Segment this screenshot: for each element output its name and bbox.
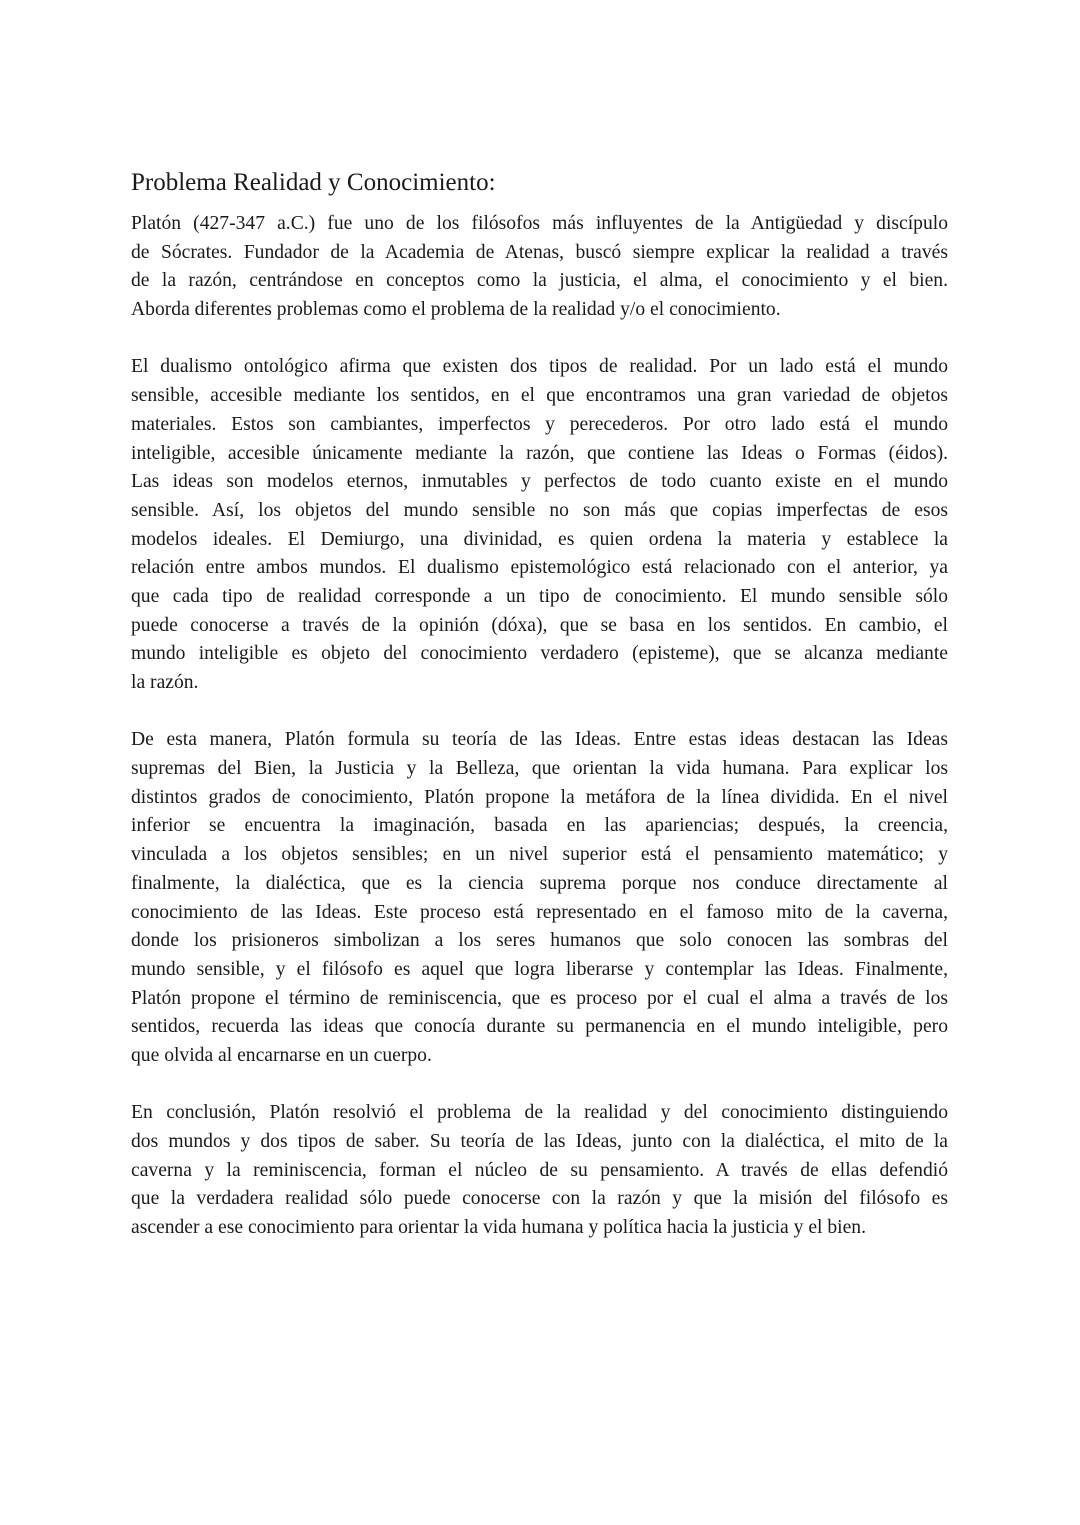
text-line: Las ideas son modelos eternos, inmutables y perfectos de todo cuanto existe en el mundo (131, 471, 948, 493)
text-line: caverna y la reminiscencia, forman el núcleo de su pensamiento. A través de ellas defendió (131, 1159, 948, 1181)
text-line: En conclusión, Platón resolvió el problema de la realidad y del conocimiento distinguiendo (131, 1102, 948, 1124)
text-line: inteligible, accesible únicamente mediante la razón, que contiene las Ideas o Formas (éidos). (131, 442, 948, 464)
text-line: que cada tipo de realidad corresponde a un tipo de conocimiento. El mundo sensible sólo (131, 585, 948, 607)
text-line: dos mundos y dos tipos de saber. Su teoría de las Ideas, junto con la dialéctica, el mito de la (131, 1131, 948, 1152)
paragraph (131, 353, 948, 697)
text-line: ascender a ese conocimiento para orientar la vida humana y política hacia la justicia y el bien. (131, 1217, 866, 1239)
text-line: distintos grados de conocimiento, Platón propone la metáfora de la línea dividida. En el nivel (131, 786, 948, 808)
text-line: de la razón, centrándose en conceptos como la justicia, el alma, el conocimiento y el bien. (131, 270, 948, 292)
document-body (131, 166, 948, 1271)
text-line: vinculada a los objetos sensibles; en un nivel superior está el pensamiento matemático; y (131, 844, 948, 866)
text-line: El dualismo ontológico afirma que existen dos tipos de realidad. Por un lado está el mundo (131, 356, 948, 378)
text-line: sentidos, recuerda las ideas que conocía durante su permanencia en el mundo inteligible, pero (131, 1016, 948, 1038)
text-line: materiales. Estos son cambiantes, imperfectos y perecederos. Por otro lado está el mundo (131, 413, 948, 435)
paragraph (131, 1099, 948, 1242)
paragraph (131, 210, 948, 325)
text-line: conocimiento de las Ideas. Este proceso está representado en el famoso mito de la caverna, (131, 901, 948, 923)
text-line: supremas del Bien, la Justicia y la Belleza, que orientan la vida humana. Para explicar los (131, 758, 948, 780)
text-line: mundo sensible, y el filósofo es aquel que logra liberarse y contemplar las Ideas. Finalmente, (131, 958, 948, 980)
text-line: Platón (427-347 a.C.) fue uno de los filósofos más influyentes de la Antigüedad y discípulo (131, 213, 948, 234)
text-line: De esta manera, Platón formula su teoría de las Ideas. Entre estas ideas destacan las Ideas (131, 729, 948, 751)
paragraph (131, 726, 948, 1070)
text-line: mundo inteligible es objeto del conocimiento verdadero (episteme), que se alcanza mediante (131, 643, 948, 665)
text-line: modelos ideales. El Demiurgo, una divinidad, es quien ordena la materia y establece la (131, 528, 948, 550)
text-line: que olvida al encarnarse en un cuerpo. (131, 1044, 432, 1066)
text-line: relación entre ambos mundos. El dualismo epistemológico está relacionado con el anterior, ya (131, 557, 948, 579)
text-line: finalmente, la dialéctica, que es la ciencia suprema porque nos conduce directamente al (131, 872, 948, 894)
text-line: de Sócrates. Fundador de la Academia de Atenas, buscó siempre explicar la realidad a través (131, 241, 948, 263)
document-title: Problema Realidad y Conocimiento: (131, 169, 496, 196)
text-line: que la verdadera realidad sólo puede conocerse con la razón y que la misión del filósofo es (131, 1188, 948, 1210)
text-line: sensible. Así, los objetos del mundo sensible no son más que copias imperfectas de esos (131, 499, 948, 521)
text-line: Aborda diferentes problemas como el problema de la realidad y/o el conocimiento. (131, 299, 781, 321)
text-line: inferior se encuentra la imaginación, basada en las apariencias; después, la creencia, (131, 815, 948, 837)
text-line: puede conocerse a través de la opinión (dóxa), que se basa en los sentidos. En cambio, el (131, 614, 948, 636)
paragraphs (131, 210, 948, 1243)
text-line: donde los prisioneros simbolizan a los seres humanos que solo conocen las sombras del (131, 930, 948, 952)
text-line: la razón. (131, 672, 199, 693)
text-line: sensible, accesible mediante los sentidos, en el que encontramos una gran variedad de objetos (131, 385, 948, 407)
text-line: Platón propone el término de reminiscencia, que es proceso por el cual el alma a través de los (131, 987, 948, 1009)
